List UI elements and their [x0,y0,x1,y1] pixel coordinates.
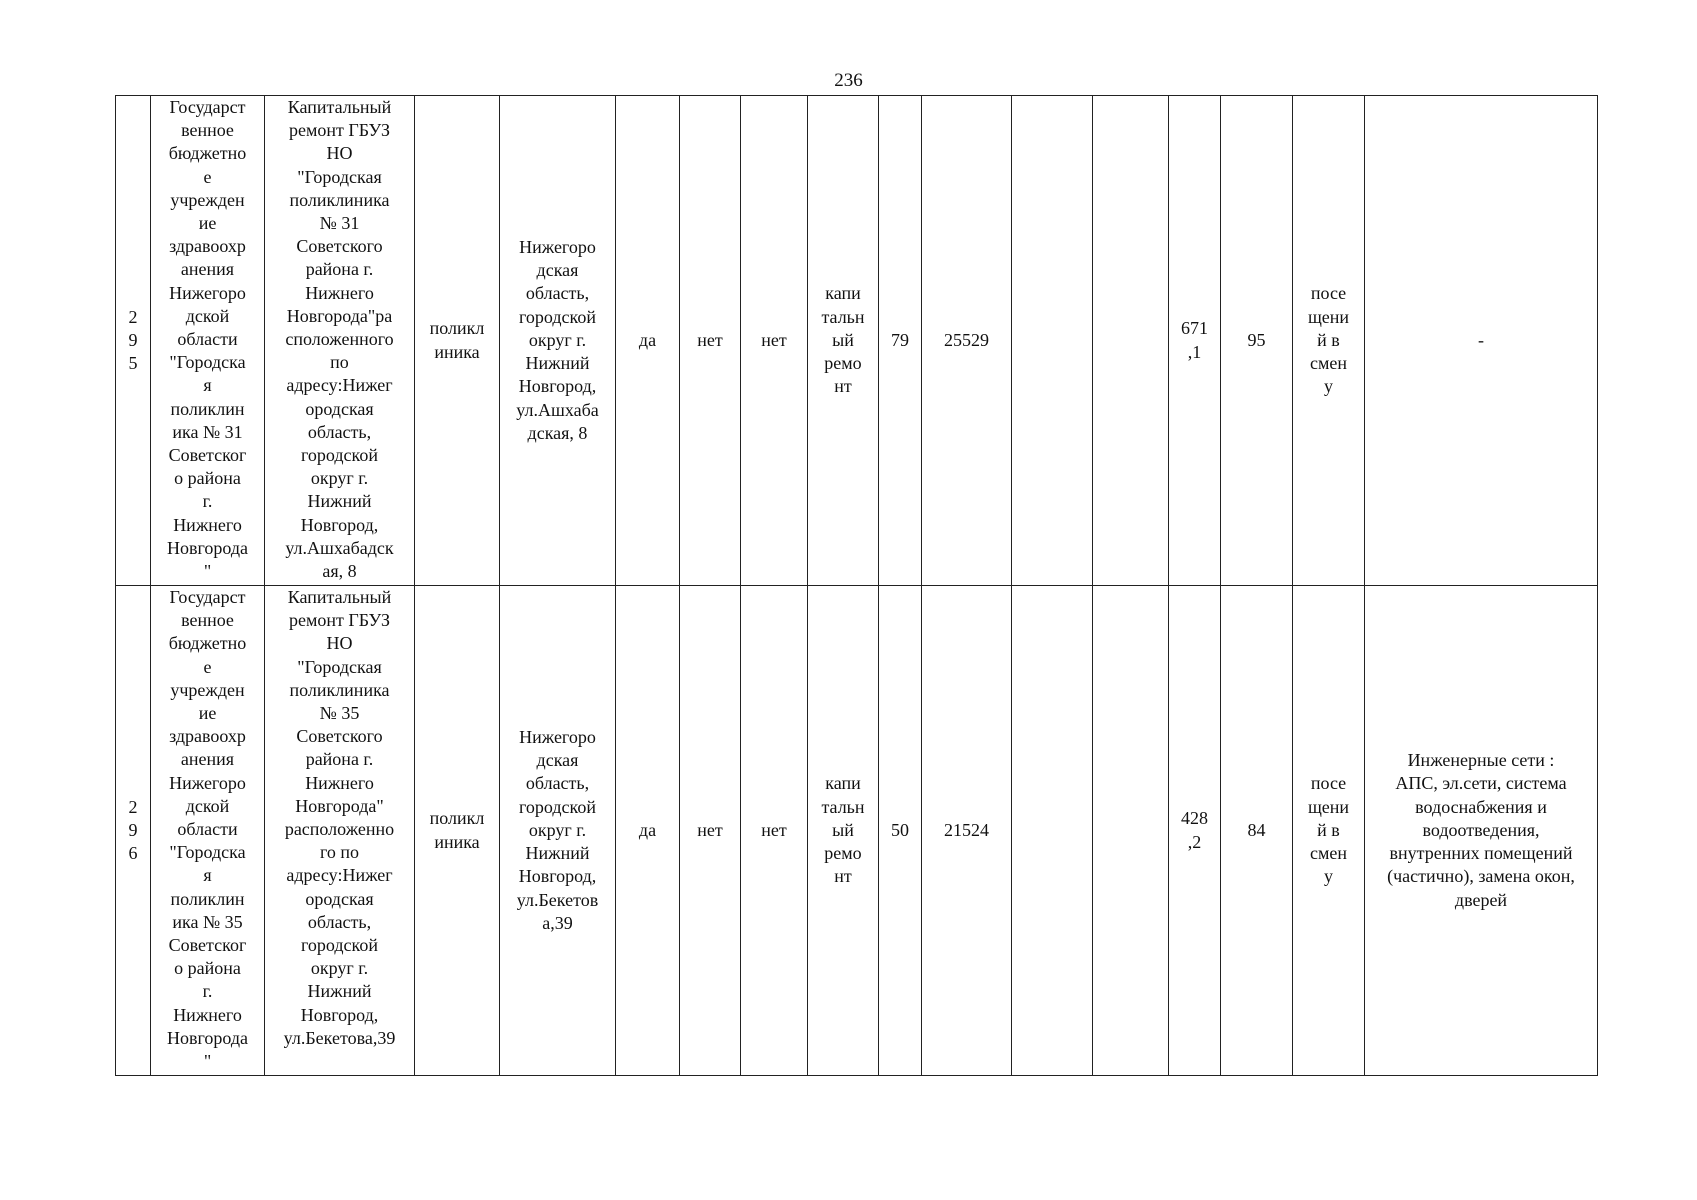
flag-cell: нет [741,586,808,1076]
empty-cell [1012,586,1093,1076]
notes-cell: Инженерные сети : АПС, эл.сети, система водоснабжения и водоотведения, внутренних помещений (частично), замена окон, дверей [1365,586,1598,1076]
flag-cell: да [616,96,680,586]
value-cell: 428 ,2 [1169,586,1221,1076]
row-number: 2 9 5 [116,96,151,586]
organization-name: Государст венное бюджетно е учрежден ие здравоохр анения Нижегоро дской области "Городска я поликлин ика № 31 Советског о района г. Нижнего Новгорода " [151,96,265,586]
capacity-unit: посе щени й в смен у [1293,96,1365,586]
capacity-cell: 95 [1221,96,1293,586]
table-row [116,586,1598,1076]
value-cell: 79 [879,96,922,586]
registry-table [115,95,1598,1076]
project-name: Капитальный ремонт ГБУЗ НО "Городская поликлиника № 35 Советского района г. Нижнего Новгорода" расположенно го по адресу:Нижег ородская область, городской округ г. Нижний Новгород, ул.Бекетова,39 [265,586,415,1076]
flag-cell: нет [680,96,741,586]
value-cell: 25529 [922,96,1012,586]
empty-cell [1012,96,1093,586]
organization-name: Государст венное бюджетно е учрежден ие здравоохр анения Нижегоро дской области "Городска я поликлин ика № 35 Советског о района г. Нижнего Новгорода " [151,586,265,1076]
object-address: Нижегоро дская область, городской округ г. Нижний Новгород, ул.Ашхаба дская, 8 [500,96,616,586]
capacity-unit: посе щени й в смен у [1293,586,1365,1076]
row-number: 2 9 6 [116,586,151,1076]
page-number: 236 [834,70,863,91]
object-address: Нижегоро дская область, городской округ г. Нижний Новгород, ул.Бекетов а,39 [500,586,616,1076]
empty-cell [1093,586,1169,1076]
work-type: капи тальн ый ремо нт [808,586,879,1076]
value-cell: 50 [879,586,922,1076]
object-type: поликл иника [415,586,500,1076]
empty-cell [1093,96,1169,586]
work-type: капи тальн ый ремо нт [808,96,879,586]
object-type: поликл иника [415,96,500,586]
flag-cell: нет [741,96,808,586]
value-cell: 21524 [922,586,1012,1076]
project-name: Капитальный ремонт ГБУЗ НО "Городская поликлиника № 31 Советского района г. Нижнего Новгорода"ра сположенного по адресу:Нижег ородская область, городской округ г. Нижний Новгород, ул.Ашхабадск ая, 8 [265,96,415,586]
capacity-cell: 84 [1221,586,1293,1076]
flag-cell: да [616,586,680,1076]
value-cell: 671 ,1 [1169,96,1221,586]
flag-cell: нет [680,586,741,1076]
table-row [116,96,1598,586]
notes-cell: - [1365,96,1598,586]
